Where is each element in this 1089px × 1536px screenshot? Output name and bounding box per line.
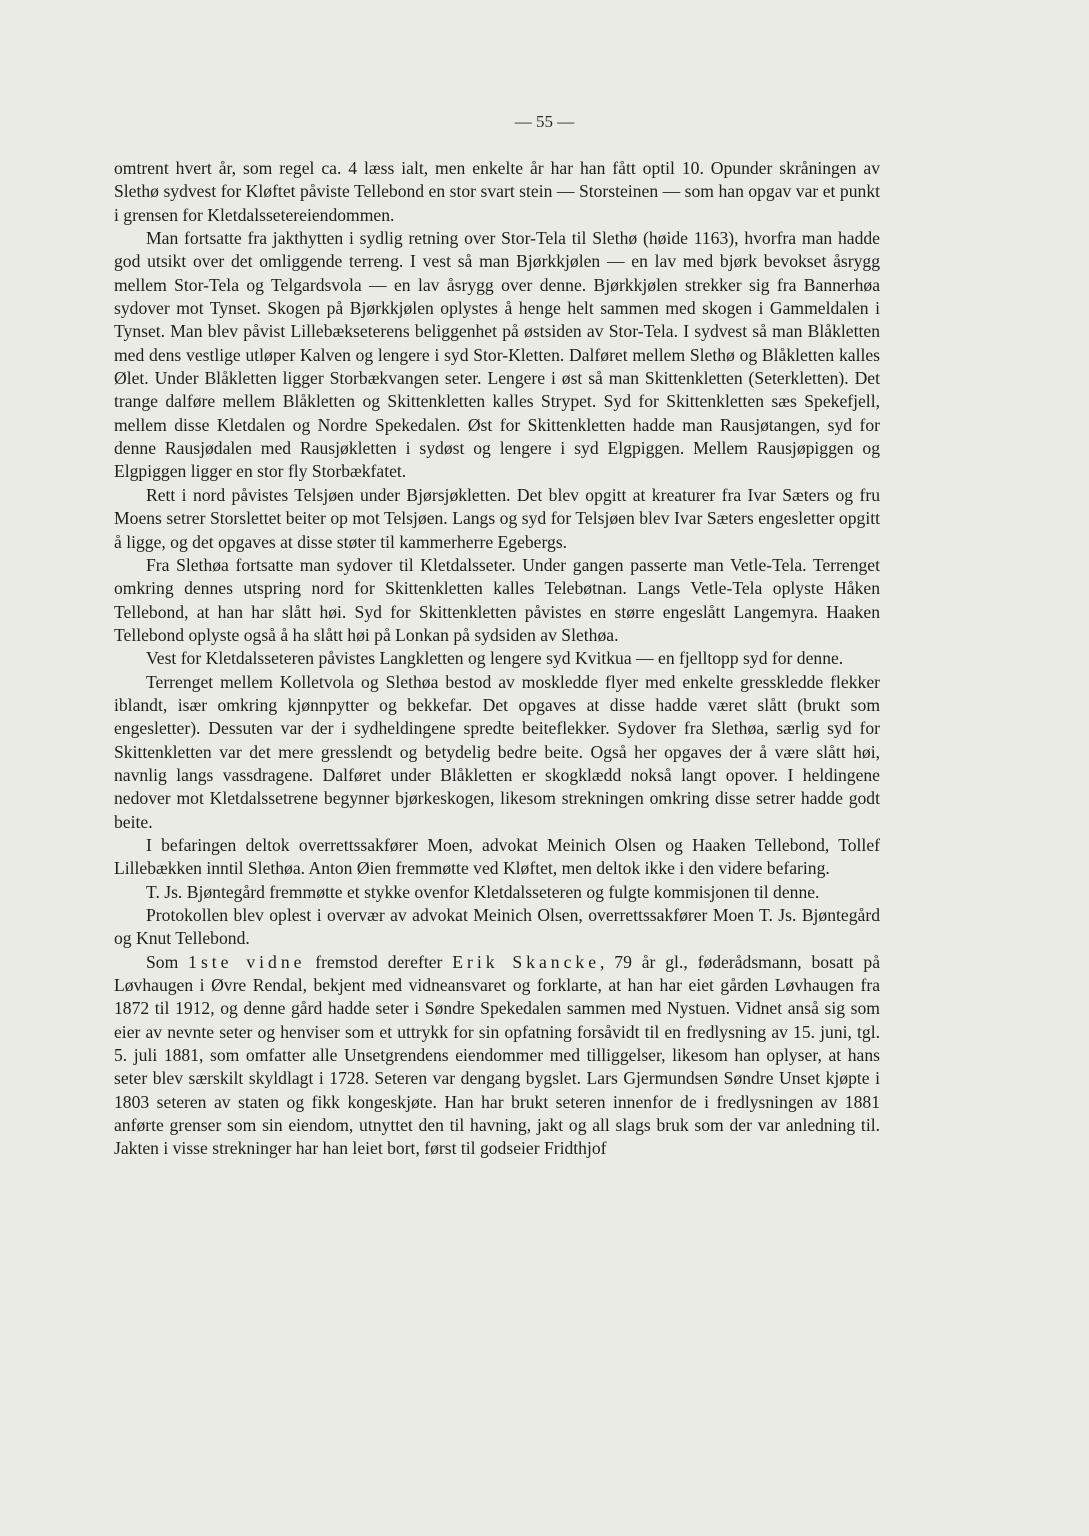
paragraph: Man fortsatte fra jakthytten i sydlig retning over Stor-Tela til Slethø (høide 1163), hvorfra man hadde god utsikt over det omliggende terreng. I vest så man Bjørkkjølen — en lav med bjørk bevokset åsrygg mellem Stor-Tela og Telgardsvola — en lav åsrygg over denne. Bjørkkjølen strekker sig fra Bannerhøa sydover mot Tynset. Skogen på Bjørkkjølen oplystes å henge helt sammen med skogen i Gammeldalen i Tynset. Man blev påvist Lillebækseterens beliggenhet på østsiden av Stor-Tela. I sydvest så man Blåkletten med dens vestlige utløper Kalven og lengere i syd Stor-Kletten. Dalføret mellem Slethø og Blåkletten kalles Ølet. Under Blåkletten ligger Storbækvangen seter. Lengere i øst så man Skittenkletten (Seterkletten). Det trange dalføre mellem Blåkletten og Skittenkletten kalles Strypet. Syd for Skittenkletten sæs Spekefjell, mellem disse Kletdalen og Nordre Spekedalen. Øst for Skittenkletten hadde man Rausjøtangen, syd for denne Rausjødalen med Rausjøkletten i sydøst og lengere i syd Elgpiggen. Mellem Rausjøpiggen og Elgpiggen ligger en stor fly Storbækfatet. [114,228,880,482]
paragraph-text: , 79 år gl., føderådsmann, bosatt på Løvhaugen i Øvre Rendal, bekjent med vidneansvaret og forklarte, at han har eiet gården Løvhaugen fra 1872 til 1912, og denne gård hadde seter i Søndre Spekedalen sammen med Nystuen. Vidnet anså sig som eier av nevnte seter og henviser som et uttrykk for sin opfatning forsåvidt til en fredlysning av 15. juni, tgl. 5. juli 1881, som omfatter alle Unsetgrendens eiendommer med tilliggelser, likesom han oplyser, at hans seter blev særskilt skyldlagt i 1728. Seteren var dengang bygslet. Lars Gjermundsen Søndre Unset kjøpte i 1803 seteren av staten og fikk kongeskjøte. Han har brukt seteren innenfor de i fredlysningen av 1881 anførte grenser som sin eiendom, utnyttet den til havning, jakt og all slags bruk som der var anledning til. Jakten i visse strekninger har han leiet bort, først til godseier Fridthjof [114,951,881,1159]
paragraph: T. Js. Bjøntegård fremmøtte et stykke ovenfor Kletdalsseteren og fulgte kommisjonen til denne. [146,881,820,902]
paragraph-text: fremstod derefter [305,951,453,972]
witness-name: Erik Skancke [452,951,601,972]
witness-paragraph [114,951,880,1161]
paragraph: Fra Slethøa fortsatte man sydover til Kletdalsseter. Under gangen passerte man Vetle-Tela. Terrenget omkring dennes utspring nord for Skittenkletten kalles Telebøtnan. Langs Vetle-Tela oplyste Håken Tellebond, at han har slått høi. Syd for Skittenkletten påvistes en større engeslått Langemyra. Haaken Tellebond oplyste også å ha slått høi på Lonkan på sydsiden av Slethøa. [114,554,880,645]
witness-ordinal: 1ste vidne [188,951,306,972]
page-number: — 55 — [514,112,575,131]
paragraph: Terrenget mellem Kolletvola og Slethøa bestod av moskledde flyer med enkelte gresskledde flekker iblandt, især omkring kjønnpytter og bekkefar. Det opgaves at disse hadde været slått (brukt som engesletter). Dessuten var der i sydheldingene spredte beiteflekker. Sydover fra Slethøa, særlig syd for Skittenkletten var det mere gresslendt og betydelig bedre beite. Også her opgaves der å være slått høi, navnlig langs vassdragene. Dalføret under Blåkletten er skogklædd nokså langt opover. I heldingene nedover mot Kletdalssetrene begynner bjørkeskogen, likesom strekningen omkring disse setrer hadde godt beite. [114,671,880,832]
paragraph: I befaringen deltok overrettssakfører Moen, advokat Meinich Olsen og Haaken Tellebond, Tollef Lillebækken inntil Slethøa. Anton Øien fremmøtte ved Kløftet, men deltok ikke i den videre befaring. [114,834,880,879]
paragraph: Rett i nord påvistes Telsjøen under Bjørsjøkletten. Det blev opgitt at kreaturer fra Ivar Sæters og fru Moens setrer Storslettet beiter op mot Telsjøen. Langs og syd for Telsjøen blev Ivar Sæters engesletter opgitt å ligge, og det opgaves at disse støter til kammerherre Egebergs. [114,484,880,552]
paragraph: Vest for Kletdalsseteren påvistes Langkletten og lengere syd Kvitkua — en fjelltopp syd for denne. [146,648,844,669]
paragraph: omtrent hvert år, som regel ca. 4 læss ialt, men enkelte år har han fått optil 10. Opunder skråningen av Slethø sydvest for Kløftet påviste Tellebond en stor svart stein — Storsteinen — som han opgav var et punkt i grensen for Kletdalssetereiendommen. [114,158,880,225]
body-text [114,157,880,1161]
paragraph-text: Som [146,951,189,972]
paragraph: Protokollen blev oplest i overvær av advokat Meinich Olsen, overrettssakfører Moen T. Js. Bjøntegård og Knut Tellebond. [114,905,880,949]
